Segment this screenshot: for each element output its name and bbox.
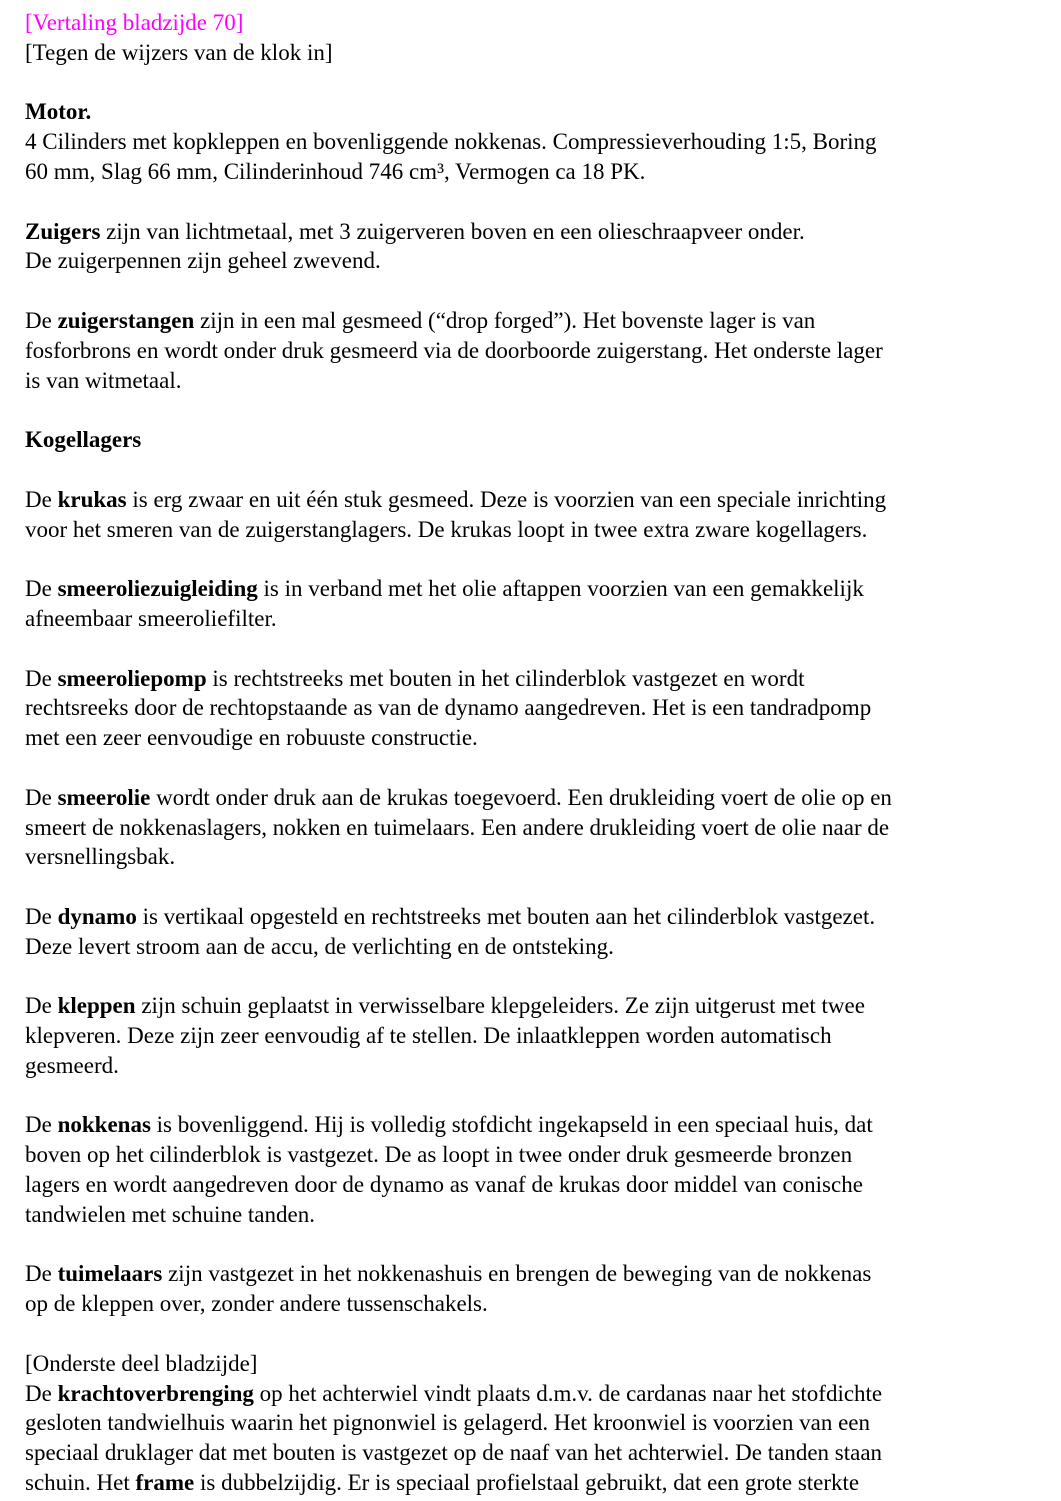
text-run: 60 mm, Slag 66 mm, Cilinderinhoud 746 cm³, Vermogen ca 18 PK. <box>25 158 646 184</box>
text-run: lagers en wordt aangedreven door de dynamo as vanaf de krukas door middel van conische <box>25 1172 863 1198</box>
text-line <box>25 1438 1041 1468</box>
paragraph-tuimelaars <box>25 1259 1041 1319</box>
paragraph-bottom-section <box>25 1349 1041 1498</box>
text-run: De <box>25 307 58 333</box>
bold-run: smeeroliepomp <box>57 665 207 691</box>
text-line <box>25 1170 1041 1200</box>
paragraph-page-annotations <box>25 8 1041 68</box>
text-run: is rechtstreeks met bouten in het cilinderblok vastgezet en wordt <box>206 665 805 691</box>
text-line <box>25 217 1041 247</box>
text-run: De <box>25 993 58 1019</box>
text-line <box>25 902 1041 932</box>
text-line <box>25 336 1041 366</box>
text-line <box>25 485 1041 515</box>
bottom-note <box>25 1349 1041 1379</box>
text-run: De <box>25 784 58 810</box>
text-run: gesmeerd. <box>25 1052 119 1078</box>
paragraph-kleppen <box>25 991 1041 1080</box>
paragraph-zuigerstangen <box>25 306 1041 395</box>
bold-run: frame <box>135 1470 195 1496</box>
text-run: wordt onder druk aan de krukas toegevoerd. Een drukleiding voert de olie op en <box>150 784 892 810</box>
text-line <box>25 515 1041 545</box>
text-run: gesloten tandwielhuis waarin het pignonwiel is gelagerd. Het kroonwiel is voorzien van een <box>25 1410 871 1436</box>
text-run: schuin. Het <box>25 1470 136 1496</box>
bold-run: zuigerstangen <box>57 307 195 333</box>
text-line <box>25 1051 1041 1081</box>
text-run: zijn van lichtmetaal, met 3 zuigerveren boven en een olieschraapveer onder. <box>100 218 805 244</box>
translation-note <box>25 8 1041 38</box>
text-line <box>25 932 1041 962</box>
bold-run: smeeroliezuigleiding <box>57 576 258 602</box>
text-run: is vertikaal opgesteld en rechtstreeks met bouten aan het cilinderblok vastgezet. <box>136 903 876 929</box>
text-run: op het achterwiel vindt plaats d.m.v. de cardanas naar het stofdichte <box>253 1380 883 1406</box>
text-run: De <box>25 903 58 929</box>
paragraph-dynamo <box>25 902 1041 962</box>
text-line <box>25 1289 1041 1319</box>
text-line <box>25 813 1041 843</box>
kogellagers-heading-line <box>25 425 1041 455</box>
text-run: voor het smeren van de zuigerstanglagers. De krukas loopt in twee extra zware kogellagers. <box>25 516 868 542</box>
text-line <box>25 1140 1041 1170</box>
text-line <box>25 157 1041 187</box>
text-run: met een zeer eenvoudige en robuuste constructie. <box>25 725 478 751</box>
text-line <box>25 1259 1041 1289</box>
text-run: Deze levert stroom aan de accu, de verlichting en de ontsteking. <box>25 933 614 959</box>
motor-heading <box>25 97 1041 127</box>
text-run: [Onderste deel bladzijde] <box>25 1350 258 1376</box>
paragraph-kogellagers-heading <box>25 425 1041 455</box>
text-line <box>25 574 1041 604</box>
text-run: is in verband met het olie aftappen voorzien van een gemakkelijk <box>257 576 864 602</box>
text-run: op de kleppen over, zonder andere tussenschakels. <box>25 1291 488 1317</box>
text-run: is bovenliggend. Hij is volledig stofdicht ingekapseld in een speciaal huis, dat <box>150 1112 873 1138</box>
text-run: [Vertaling bladzijde 70] <box>25 10 244 35</box>
text-run: De <box>25 1380 58 1406</box>
text-run: is erg zwaar en uit één stuk gesmeed. Deze is voorzien van een speciale inrichting <box>126 486 887 512</box>
text-run: De <box>25 576 58 602</box>
text-line <box>25 127 1041 157</box>
text-line <box>25 306 1041 336</box>
text-run: zijn vastgezet in het nokkenashuis en brengen de beweging van de nokkenas <box>162 1261 872 1287</box>
text-line <box>25 842 1041 872</box>
text-line <box>25 604 1041 634</box>
bold-run: Kogellagers <box>25 427 142 453</box>
text-run: [Tegen de wijzers van de klok in] <box>25 39 333 65</box>
bold-run: krukas <box>57 486 127 512</box>
bold-run: Zuigers <box>25 218 101 244</box>
direction-note <box>25 38 1041 68</box>
text-run: speciaal druklager dat met bouten is vastgezet op de naaf van het achterwiel. De tanden staan <box>25 1440 883 1466</box>
text-run: smeert de nokkenaslagers, nokken en tuimelaars. Een andere drukleiding voert de olie naar de <box>25 814 890 840</box>
text-run: De <box>25 665 58 691</box>
text-line <box>25 1379 1041 1409</box>
text-run: 4 Cilinders met kopkleppen en bovenliggende nokkenas. Compressieverhouding 1:5, Boring <box>25 129 877 155</box>
text-line <box>25 664 1041 694</box>
text-line <box>25 366 1041 396</box>
text-run: zijn schuin geplaatst in verwisselbare klepgeleiders. Ze zijn uitgerust met twee <box>135 993 865 1019</box>
text-run: is dubbelzijdig. Er is speciaal profielstaal gebruikt, dat een grote sterkte <box>194 1470 860 1496</box>
text-run: versnellingsbak. <box>25 844 176 870</box>
text-line <box>25 1468 1041 1498</box>
text-line <box>25 693 1041 723</box>
bold-run: tuimelaars <box>57 1261 163 1287</box>
paragraph-smeeroliepomp <box>25 664 1041 753</box>
paragraph-nokkenas <box>25 1110 1041 1229</box>
paragraph-smeerolie <box>25 783 1041 872</box>
bold-run: nokkenas <box>57 1112 151 1138</box>
bold-run: smeerolie <box>57 784 151 810</box>
bold-run: krachtoverbrenging <box>57 1380 254 1406</box>
text-run: De <box>25 486 58 512</box>
text-line <box>25 723 1041 753</box>
paragraph-smeeroliezuigleiding <box>25 574 1041 634</box>
text-line <box>25 1200 1041 1230</box>
paragraph-krukas <box>25 485 1041 545</box>
text-line <box>25 1408 1041 1438</box>
bold-run: dynamo <box>57 903 137 929</box>
bold-run: kleppen <box>57 993 136 1019</box>
text-run: fosforbrons en wordt onder druk gesmeerd via de doorboorde zuigerstang. Het onderste lager <box>25 337 883 363</box>
paragraph-motor <box>25 97 1041 186</box>
text-line <box>25 246 1041 276</box>
text-line <box>25 783 1041 813</box>
paragraph-zuigers <box>25 217 1041 277</box>
text-run: De <box>25 1261 58 1287</box>
text-run: klepveren. Deze zijn zeer eenvoudig af te stellen. De inlaatkleppen worden automatisch <box>25 1023 832 1049</box>
text-line <box>25 991 1041 1021</box>
text-line <box>25 1021 1041 1051</box>
bold-run: Motor. <box>25 99 92 125</box>
text-run: rechtsreeks door de rechtopstaande as van de dynamo aangedreven. Het is een tandradpomp <box>25 695 872 721</box>
text-run: De <box>25 1112 58 1138</box>
text-run: afneembaar smeeroliefilter. <box>25 605 277 631</box>
text-run: is van witmetaal. <box>25 367 182 393</box>
text-run: zijn in een mal gesmeed (“drop forged”). Het bovenste lager is van <box>194 307 816 333</box>
text-line <box>25 1110 1041 1140</box>
text-run: boven op het cilinderblok is vastgezet. De as loopt in twee onder druk gesmeerde bronzen <box>25 1142 853 1168</box>
text-run: De zuigerpennen zijn geheel zwevend. <box>25 248 381 274</box>
text-run: tandwielen met schuine tanden. <box>25 1201 315 1227</box>
